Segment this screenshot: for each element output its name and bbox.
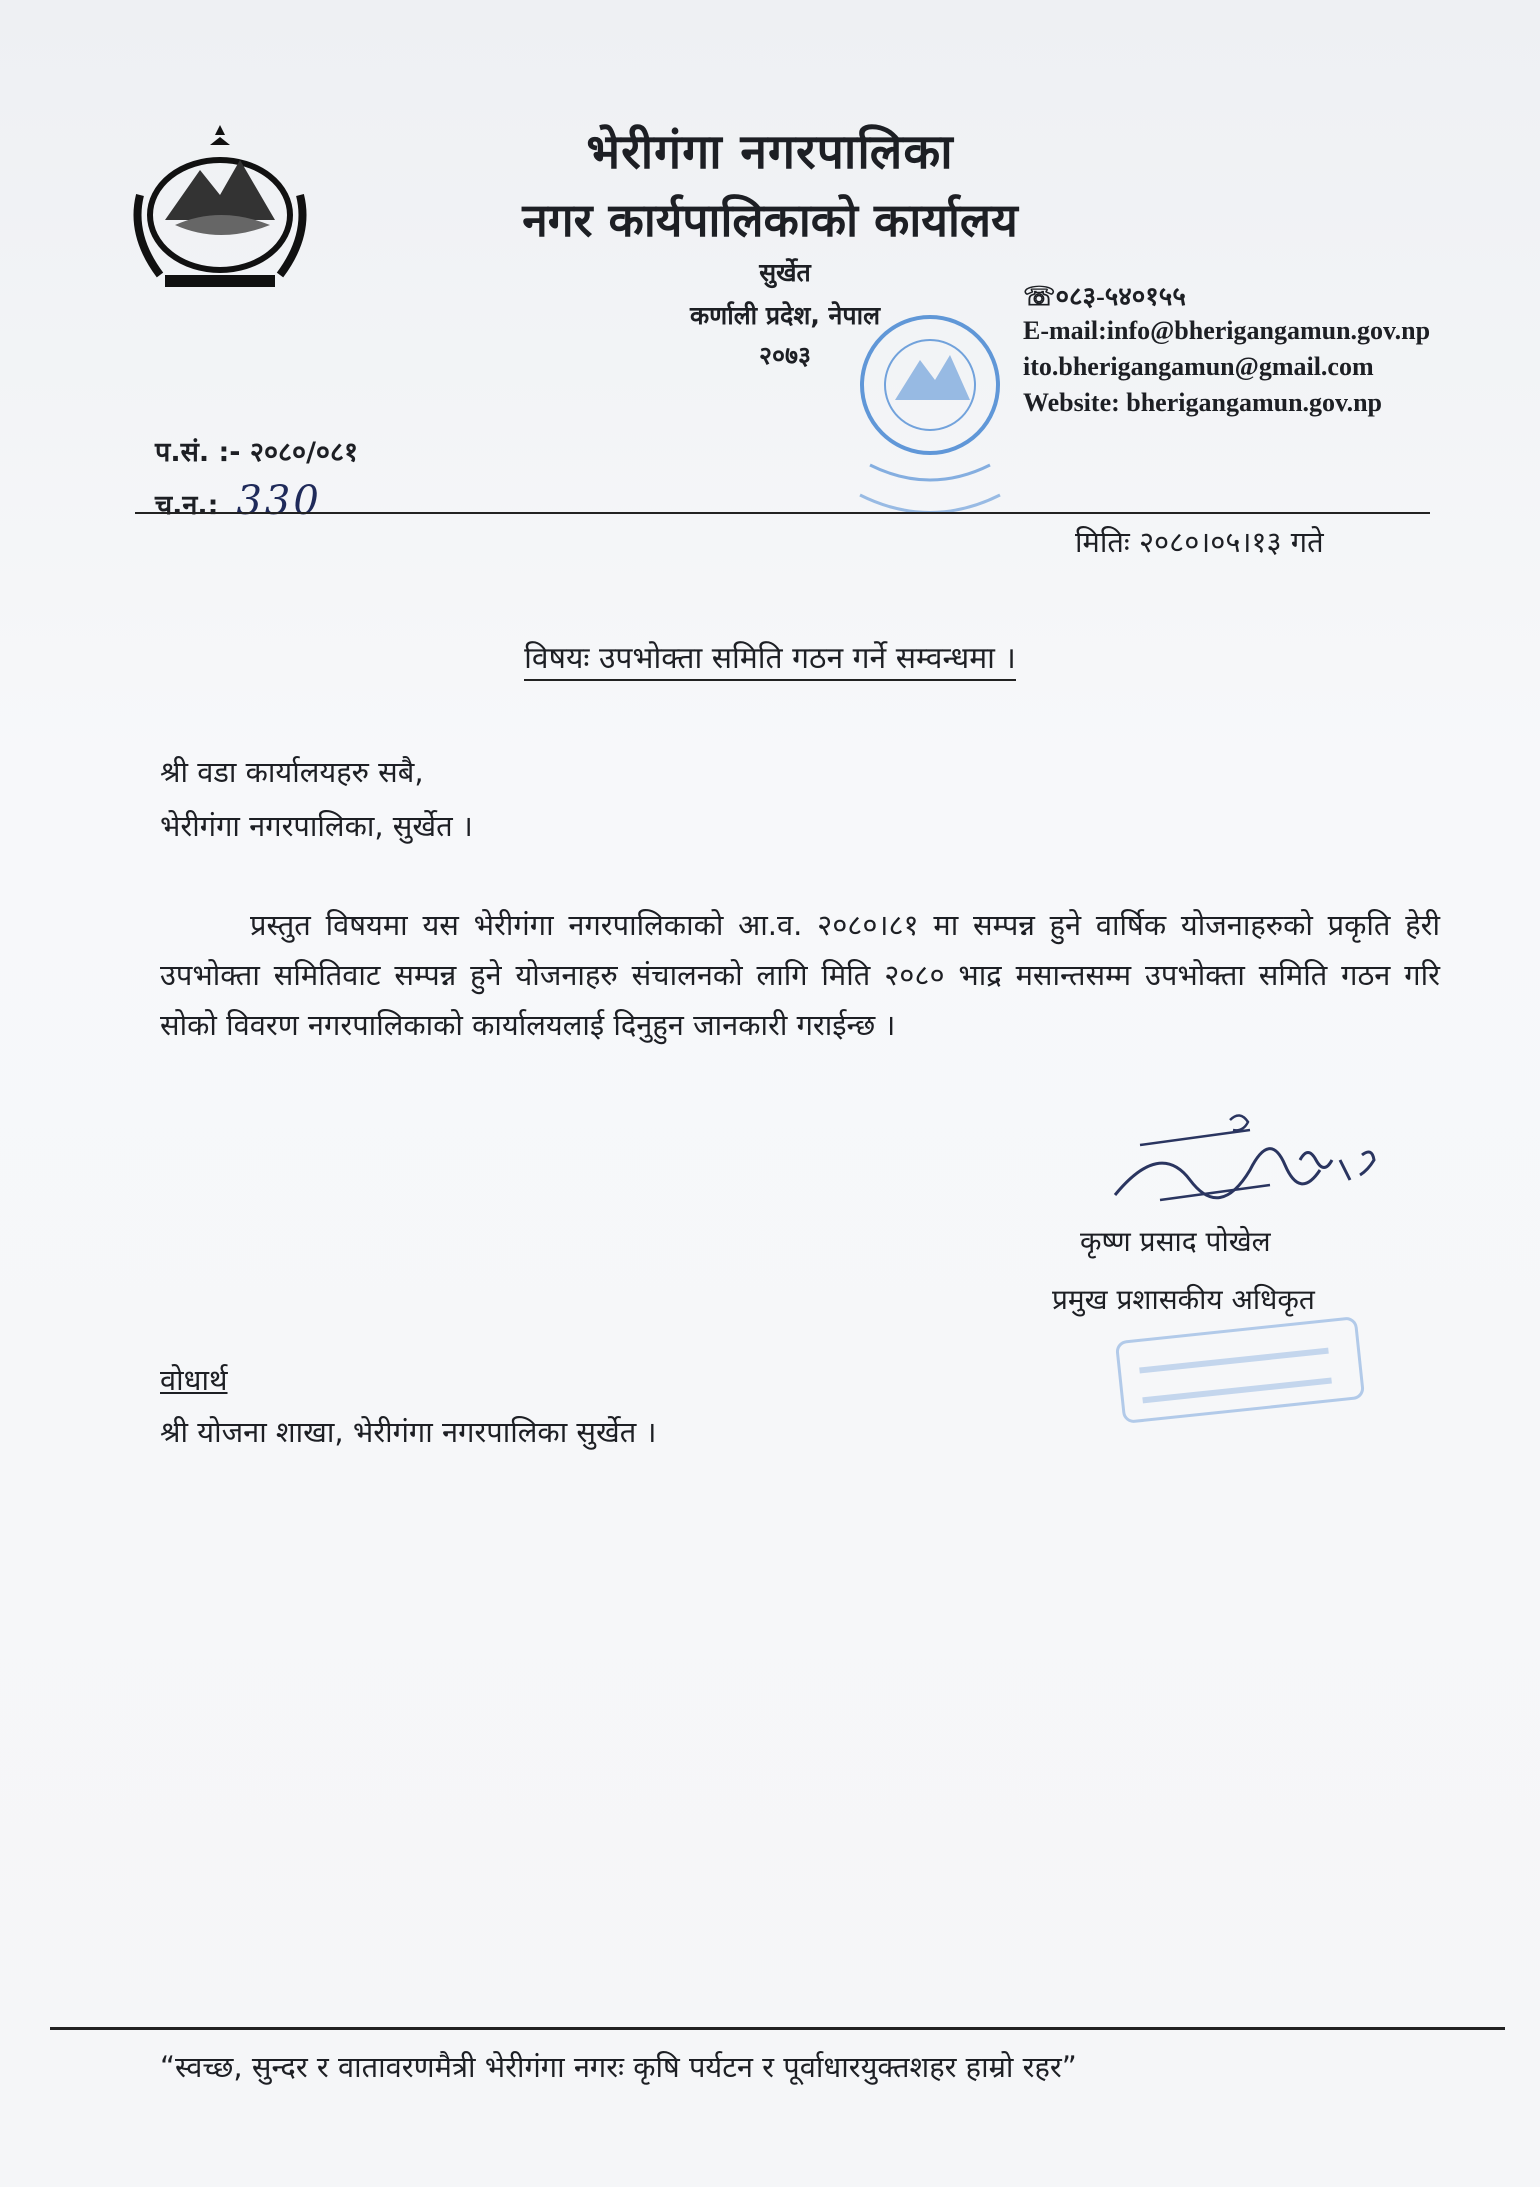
reference-number: प.सं. :- २०८०/०८१ <box>155 437 359 468</box>
letter-body <box>160 900 1440 1050</box>
footer-motto: “स्वच्छ, सुन्दर र वातावरणमैत्री भेरीगंगा नगरः कृषि पर्यटन र पूर्वाधारयुक्तशहर हाम्रो रहर” <box>160 2050 1077 2084</box>
dispatch-number <box>155 478 322 524</box>
cc-recipient: श्री योजना शाखा, भेरीगंगा नगरपालिका सुर्खेत । <box>160 1415 657 1449</box>
header-divider <box>135 512 1430 514</box>
signature <box>1100 1110 1420 1225</box>
cc-label: वोधार्थ <box>160 1363 228 1397</box>
district: सुर्खेत <box>759 258 811 287</box>
dispatch-handwritten-number: 330 <box>236 478 322 524</box>
office-stamp <box>830 305 1030 535</box>
phone-number: ☏०८३-५४०१५५ <box>1023 282 1186 311</box>
office-name: नगर कार्यपालिकाको कार्यालय <box>522 193 1018 247</box>
organization-title: भेरीगंगा नगरपालिका <box>586 124 954 180</box>
signatory-title: प्रमुख प्रशासकीय अधिकृत <box>1052 1283 1315 1316</box>
dispatch-label: च.न.: <box>155 490 219 521</box>
letter-body-text: प्रस्तुत विषयमा यस भेरीगंगा नगरपालिकाको आ.व. २०८०।८१ मा सम्पन्न हुने वार्षिक योजनाहरुको प्रकृति हेरी उपभोक्ता समितिवाट सम्पन्न हुने योजनाहरु संचालनको लागि मिति २०८० भाद्र मसान्तसम्म उपभोक्ता समिति गठन गरि सोको विवरण नगरपालिकाको कार्यालयलाई दिनुहुन जानकारी गराईन्छ । <box>160 908 1440 1042</box>
addressee-line-2: भेरीगंगा नगरपालिका, सुर्खेत । <box>160 809 473 843</box>
established-year: २०७३ <box>758 341 811 370</box>
signatory-stamp <box>1110 1315 1370 1425</box>
footer-divider <box>50 2027 1505 2030</box>
letter-date: मितिः २०८०।०५।१३ गते <box>1075 525 1324 559</box>
email-primary: E-mail:info@bherigangamun.gov.np <box>1023 316 1431 345</box>
addressee-line-1: श्री वडा कार्यालयहरु सबै, <box>160 755 424 789</box>
province: कर्णाली प्रदेश, नेपाल <box>689 301 881 330</box>
subject-text: विषयः उपभोक्ता समिति गठन गर्ने सम्वन्धमा । <box>524 641 1016 681</box>
signatory-name: कृष्ण प्रसाद पोखेल <box>1080 1225 1271 1258</box>
email-secondary: ito.bherigangamun@gmail.com <box>1023 352 1374 381</box>
website: Website: bherigangamun.gov.np <box>1023 388 1383 417</box>
subject-line <box>0 636 1540 677</box>
